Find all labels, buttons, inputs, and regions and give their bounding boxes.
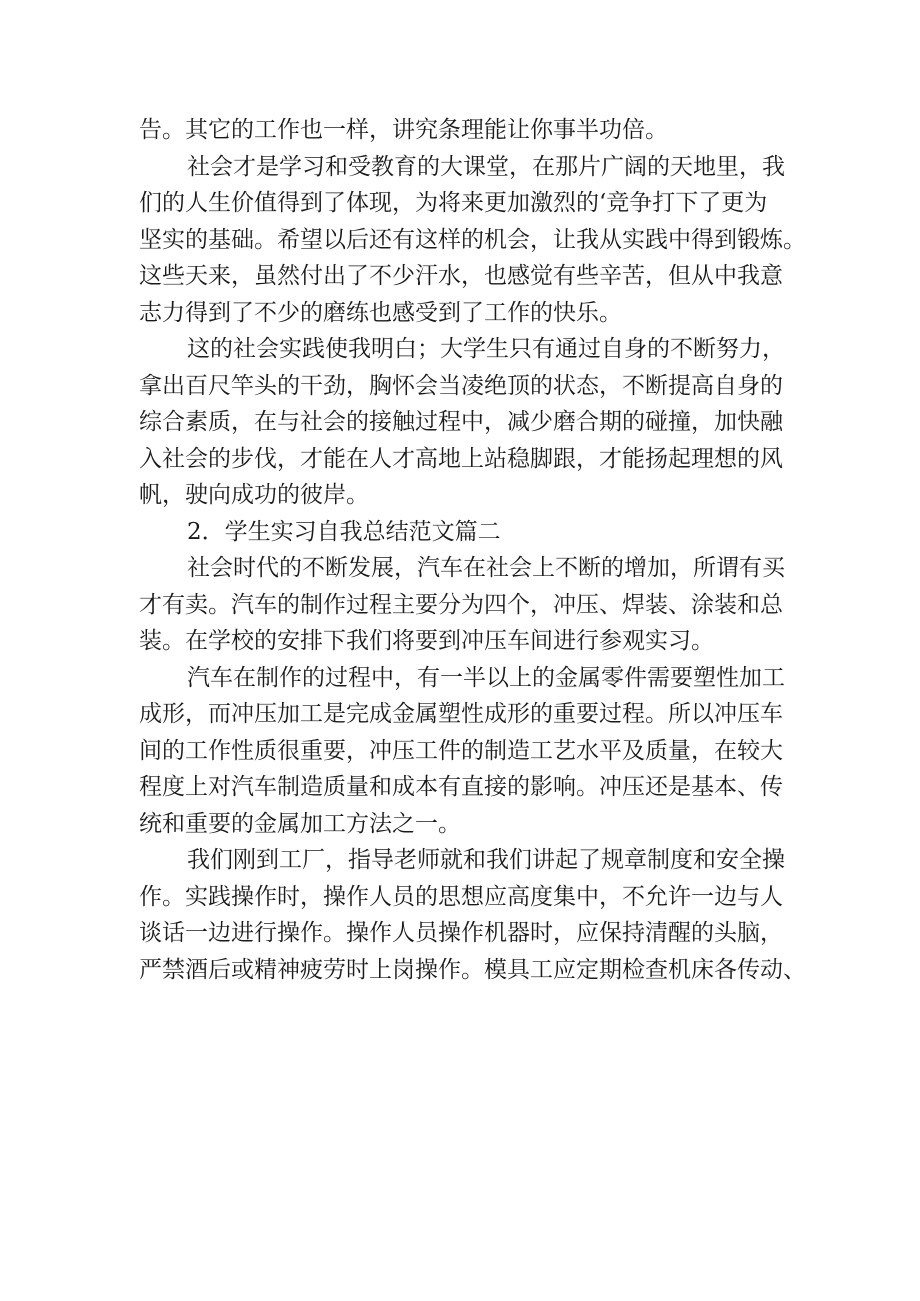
text-line: 帆，驶向成功的彼岸。 (139, 482, 369, 508)
paragraph (139, 331, 784, 514)
text-line: 们的人生价值得到了体现，为将来更加激烈的‘竞争打下了更为 (139, 190, 768, 216)
text-line: 这的社会实践使我明白；大学生只有通过自身的不断努力， (187, 336, 785, 362)
text-line: 社会时代的不断发展，汽车在社会上不断的增加，所谓有买 (187, 555, 785, 581)
text-line: 统和重要的金属加工方法之一。 (139, 810, 461, 837)
text-line: 拿出百尺竿头的干劲，胸怀会当凌绝顶的状态，不断提高自身的 (139, 372, 783, 399)
paragraph (139, 660, 784, 843)
text-line: 程度上对汽车制造质量和成本有直接的影响。冲压还是基本、传 (139, 774, 783, 800)
text-line: 间的工作性质很重要，冲压工件的制造工艺水平及质量，在较大 (139, 737, 783, 764)
text-line: 我们刚到工厂，指导老师就和我们讲起了规章制度和安全操 (187, 847, 785, 873)
text-line: 告。其它的工作也一样，讲究条理能让你事半功倍。 (139, 117, 668, 143)
text-line: 严禁酒后或精神疲劳时上岗操作。模具工应定期检查机床各传动、 (139, 956, 806, 983)
text-line: 这些天来，虽然付出了不少汗水，也感觉有些辛苦，但从中我意 (139, 263, 783, 289)
text-line: 汽车在制作的过程中，有一半以上的金属零件需要塑性加工 (187, 664, 785, 691)
section-heading (139, 514, 784, 551)
text-line: 才有卖。汽车的制作过程主要分为四个，冲压、焊装、涂装和总 (139, 591, 783, 618)
paragraph (139, 842, 806, 988)
paragraph (139, 112, 784, 149)
text-line: 志力得到了不少的磨练也感受到了工作的快乐。 (139, 299, 622, 326)
paragraph (139, 550, 784, 660)
text-line: 入社会的步伐，才能在人才高地上站稳脚跟，才能扬起理想的风 (139, 445, 783, 472)
text-line: 装。在学校的安排下我们将要到冲压车间进行参观实习。 (139, 628, 714, 654)
heading-text: 2．学生实习自我总结范文篇二 (187, 518, 501, 545)
document-body (139, 112, 806, 988)
text-line: 成形，而冲压加工是完成金属塑性成形的重要过程。所以冲压车 (139, 701, 783, 727)
text-line: 坚实的基础。希望以后还有这样的机会，让我从实践中得到锻炼。 (139, 226, 806, 253)
paragraph (139, 149, 806, 332)
text-line: 作。实践操作时，操作人员的思想应高度集中，不允许一边与人 (139, 883, 783, 910)
text-line: 谈话一边进行操作。操作人员操作机器时，应保持清醒的头脑， (139, 920, 783, 946)
text-line: 社会才是学习和受教育的大课堂，在那片广阔的天地里，我 (187, 153, 785, 180)
text-line: 综合素质，在与社会的接触过程中，减少磨合期的碰撞，加快融 (139, 409, 783, 435)
